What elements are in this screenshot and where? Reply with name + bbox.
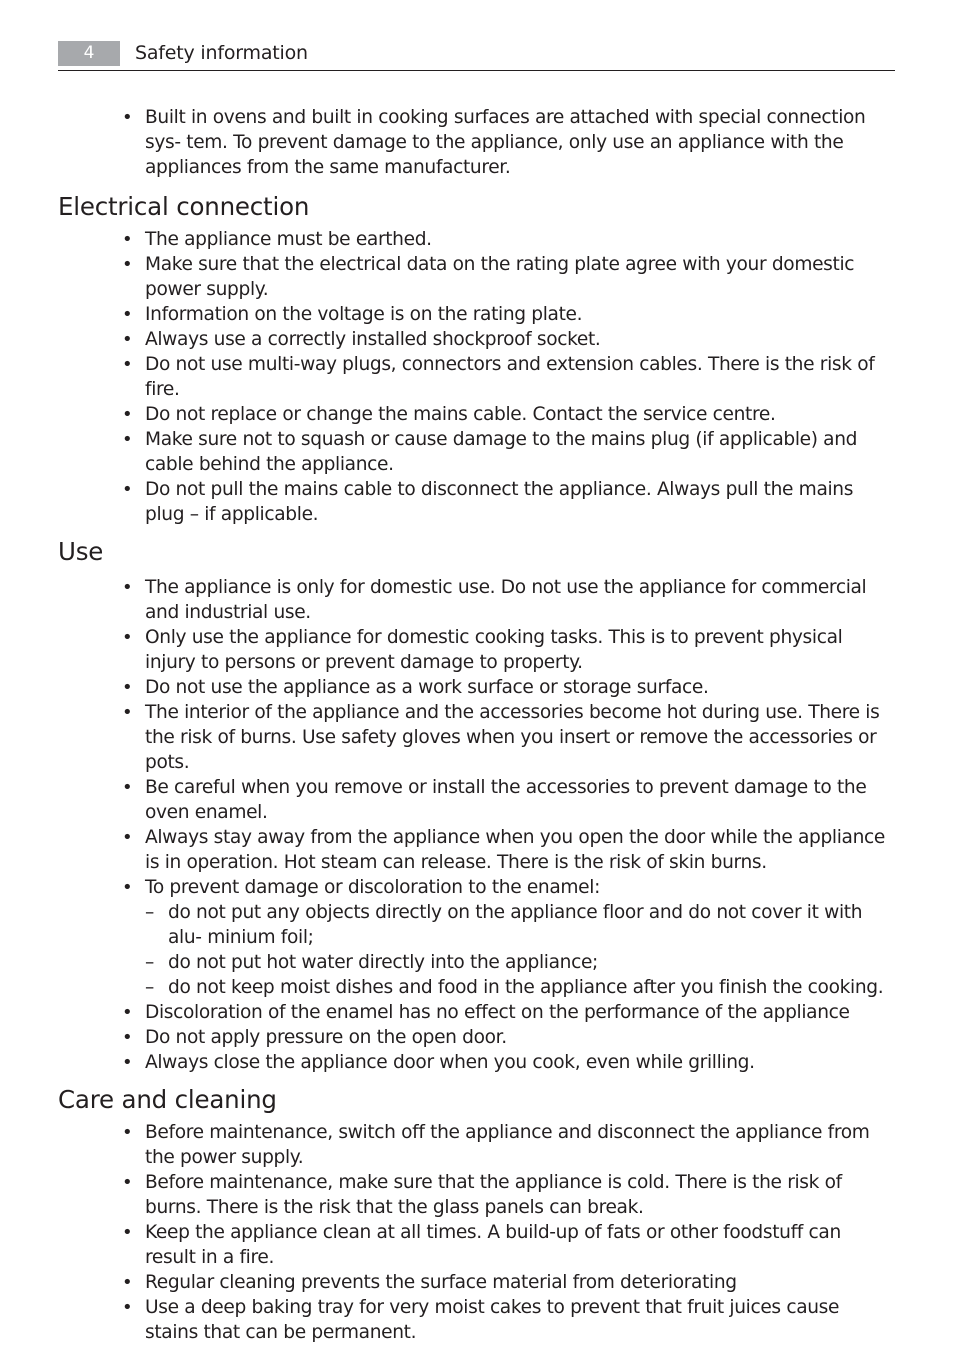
list-item: • Do not replace or change the mains cable. Contact the service centre. <box>122 404 776 425</box>
dash-icon: – <box>145 902 154 923</box>
list-item: • Always close the appliance door when you cook, even while grilling. <box>122 1052 755 1073</box>
list-item: • Do not use the appliance as a work surface or storage surface. <box>122 677 709 698</box>
list-item: • Regular cleaning prevents the surface material from deteriorating <box>122 1272 737 1293</box>
list-item: • To prevent damage or discoloration to the enamel: – do not put any objects directly on the appliance floor and do not cover it with alu- minium foil; – do not put hot water directly into the appliance; – do not keep moist dishes and food in the appliance after you finish the cooking. <box>58 875 895 1000</box>
list-item: • The appliance is only for domestic use. Do not use the appliance for commercial and industrial use. <box>122 577 867 623</box>
bullet-icon: • <box>122 354 133 375</box>
header-title: Safety information <box>135 42 308 64</box>
bullet-icon: • <box>122 1002 133 1023</box>
list-item: • Do not use multi-way plugs, connectors and extension cables. There is the risk of fire. <box>122 354 875 400</box>
bullet-icon: • <box>122 1122 133 1143</box>
bullet-icon: • <box>122 577 133 598</box>
bullet-icon: • <box>122 329 133 350</box>
bullet-icon: • <box>122 1222 133 1243</box>
bullet-icon: • <box>122 254 133 275</box>
bullet-icon: • <box>122 877 133 898</box>
bullet-icon: • <box>122 1297 133 1318</box>
section-heading-use: Use <box>58 537 104 566</box>
list-item: • The interior of the appliance and the accessories become hot during use. There is the risk of burns. Use safety gloves when you insert or remove the accessories or pots. <box>122 702 880 773</box>
bullet-icon: • <box>122 107 133 128</box>
bullet-icon: • <box>122 1172 133 1193</box>
bullet-icon: • <box>122 229 133 250</box>
page-header <box>58 41 895 71</box>
bullet-icon: • <box>122 1052 133 1073</box>
sub-list-item: – do not put hot water directly into the appliance; <box>145 952 598 973</box>
bullet-icon: • <box>122 479 133 500</box>
dash-icon: – <box>145 977 154 998</box>
list-item: • Be careful when you remove or install the accessories to prevent damage to the oven enamel. <box>122 777 867 823</box>
list-item: • Discoloration of the enamel has no effect on the performance of the appliance <box>122 1002 850 1023</box>
list-item: • Built in ovens and built in cooking surfaces are attached with special connection sys- tem. To prevent damage to the appliance, only use an appliance with the appliances from the same manufacturer. <box>122 107 866 178</box>
section-heading-care: Care and cleaning <box>58 1085 277 1114</box>
list-item: • Do not pull the mains cable to disconnect the appliance. Always pull the mains plug – if applicable. <box>122 479 854 525</box>
use-list <box>58 575 895 1075</box>
care-list <box>58 1120 895 1345</box>
bullet-icon: • <box>122 777 133 798</box>
page-number: 4 <box>58 41 120 66</box>
list-item: • Information on the voltage is on the rating plate. <box>122 304 583 325</box>
bullet-icon: • <box>122 702 133 723</box>
bullet-icon: • <box>122 627 133 648</box>
list-item: • Only use the appliance for domestic cooking tasks. This is to prevent physical injury to persons or prevent damage to property. <box>122 627 843 673</box>
sub-list-item: – do not put any objects directly on the appliance floor and do not cover it with alu- minium foil; <box>145 902 863 948</box>
page-content <box>58 105 895 1345</box>
list-item: • Keep the appliance clean at all times. A build-up of fats or other foodstuff can result in a fire. <box>122 1222 841 1268</box>
bullet-icon: • <box>122 677 133 698</box>
list-item: • Make sure not to squash or cause damage to the mains plug (if applicable) and cable behind the appliance. <box>122 429 858 475</box>
sub-list-item: – do not keep moist dishes and food in the appliance after you finish the cooking. <box>145 977 884 998</box>
list-item: • The appliance must be earthed. <box>122 229 432 250</box>
list-item: • Always use a correctly installed shockproof socket. <box>122 329 601 350</box>
list-item: • Before maintenance, switch off the appliance and disconnect the appliance from the power supply. <box>122 1122 870 1168</box>
bullet-icon: • <box>122 827 133 848</box>
bullet-icon: • <box>122 1027 133 1048</box>
electrical-list <box>58 227 895 527</box>
section-heading-electrical: Electrical connection <box>58 192 310 221</box>
list-item: • Do not apply pressure on the open door. <box>122 1027 507 1048</box>
list-item: • Use a deep baking tray for very moist cakes to prevent that fruit juices cause stains that can be permanent. <box>122 1297 840 1343</box>
intro-list <box>58 105 895 180</box>
list-item: • Always stay away from the appliance when you open the door while the appliance is in operation. Hot steam can release. There is the risk of skin burns. <box>122 827 885 873</box>
bullet-icon: • <box>122 1272 133 1293</box>
dash-icon: – <box>145 952 154 973</box>
bullet-icon: • <box>122 429 133 450</box>
bullet-icon: • <box>122 404 133 425</box>
list-item: • Make sure that the electrical data on the rating plate agree with your domestic power supply. <box>122 254 855 300</box>
enamel-sub-list <box>145 900 895 1000</box>
list-item: • Before maintenance, make sure that the appliance is cold. There is the risk of burns. There is the risk that the glass panels can break. <box>122 1172 842 1218</box>
bullet-icon: • <box>122 304 133 325</box>
